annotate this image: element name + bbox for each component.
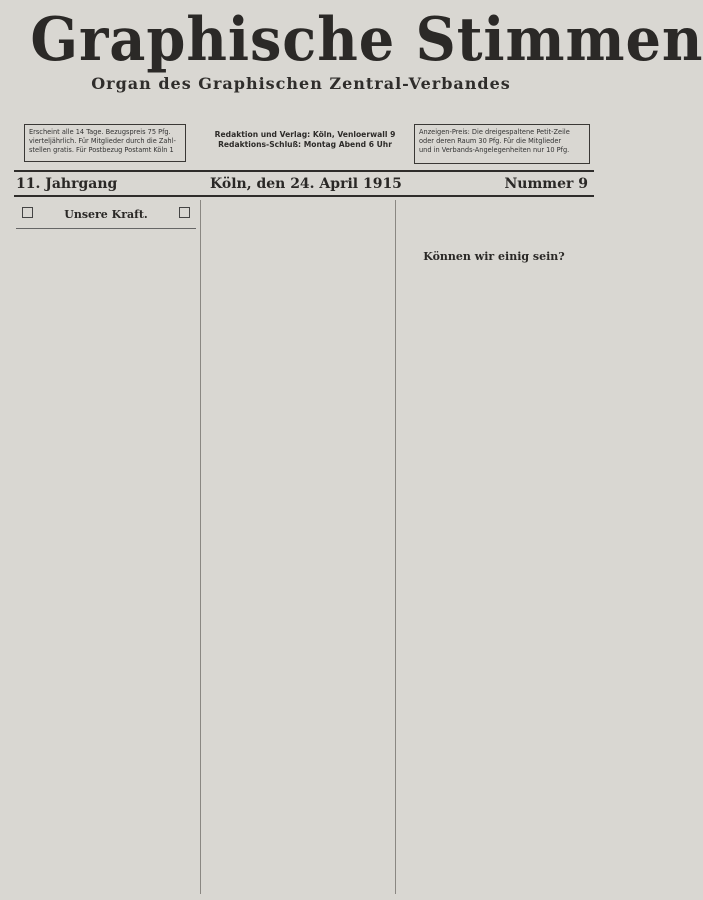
masthead-title: Graphische Stimmen bbox=[30, 5, 703, 75]
ornament-square-icon bbox=[22, 207, 33, 218]
editorial-info bbox=[200, 130, 410, 150]
subscription-info-box bbox=[24, 124, 186, 162]
masthead-subtitle: Organ des Graphischen Zentral-Verbandes bbox=[91, 74, 511, 93]
article-headline-box bbox=[16, 202, 196, 229]
subscription-line: vierteljährlich. Für Mitglieder durch die Zahl- bbox=[29, 137, 176, 145]
issue-date: Köln, den 24. April 1915 bbox=[210, 176, 402, 192]
column-2 bbox=[205, 202, 391, 894]
editorial-address: Redaktion und Verlag: Köln, Venloerwall 9 bbox=[214, 130, 396, 139]
editorial-deadline: Redaktions-Schluß: Montag Abend 6 Uhr bbox=[218, 140, 392, 149]
issue-line bbox=[16, 174, 592, 194]
issue-number: Nummer 9 bbox=[504, 176, 588, 192]
advertising-line: und in Verbands-Angelegenheiten nur 10 Pfg. bbox=[419, 146, 570, 154]
advertising-line: oder deren Raum 30 Pfg. Für die Mitglieder bbox=[419, 137, 562, 145]
bottom-rule bbox=[14, 195, 594, 197]
column-3 bbox=[400, 202, 588, 894]
advertising-line: Anzeigen-Preis: Die dreigespaltene Petit-Zeile bbox=[419, 128, 570, 136]
ornament-square-icon bbox=[179, 207, 190, 218]
masthead bbox=[10, 4, 703, 102]
subscription-line: stellen gratis. Für Postbezug Postamt Köln 1 bbox=[29, 146, 174, 154]
subscription-line: Erscheint alle 14 Tage. Bezugspreis 75 Pfg. bbox=[29, 128, 171, 136]
column-1 bbox=[16, 202, 196, 894]
column-divider bbox=[395, 200, 396, 894]
top-rule bbox=[14, 170, 594, 172]
article-headline: Können wir einig sein? bbox=[423, 250, 565, 263]
advertising-info-box bbox=[414, 124, 590, 164]
article-headline: Unsere Kraft. bbox=[64, 208, 148, 221]
issue-year: 11. Jahrgang bbox=[16, 176, 118, 192]
column-divider bbox=[200, 200, 201, 894]
